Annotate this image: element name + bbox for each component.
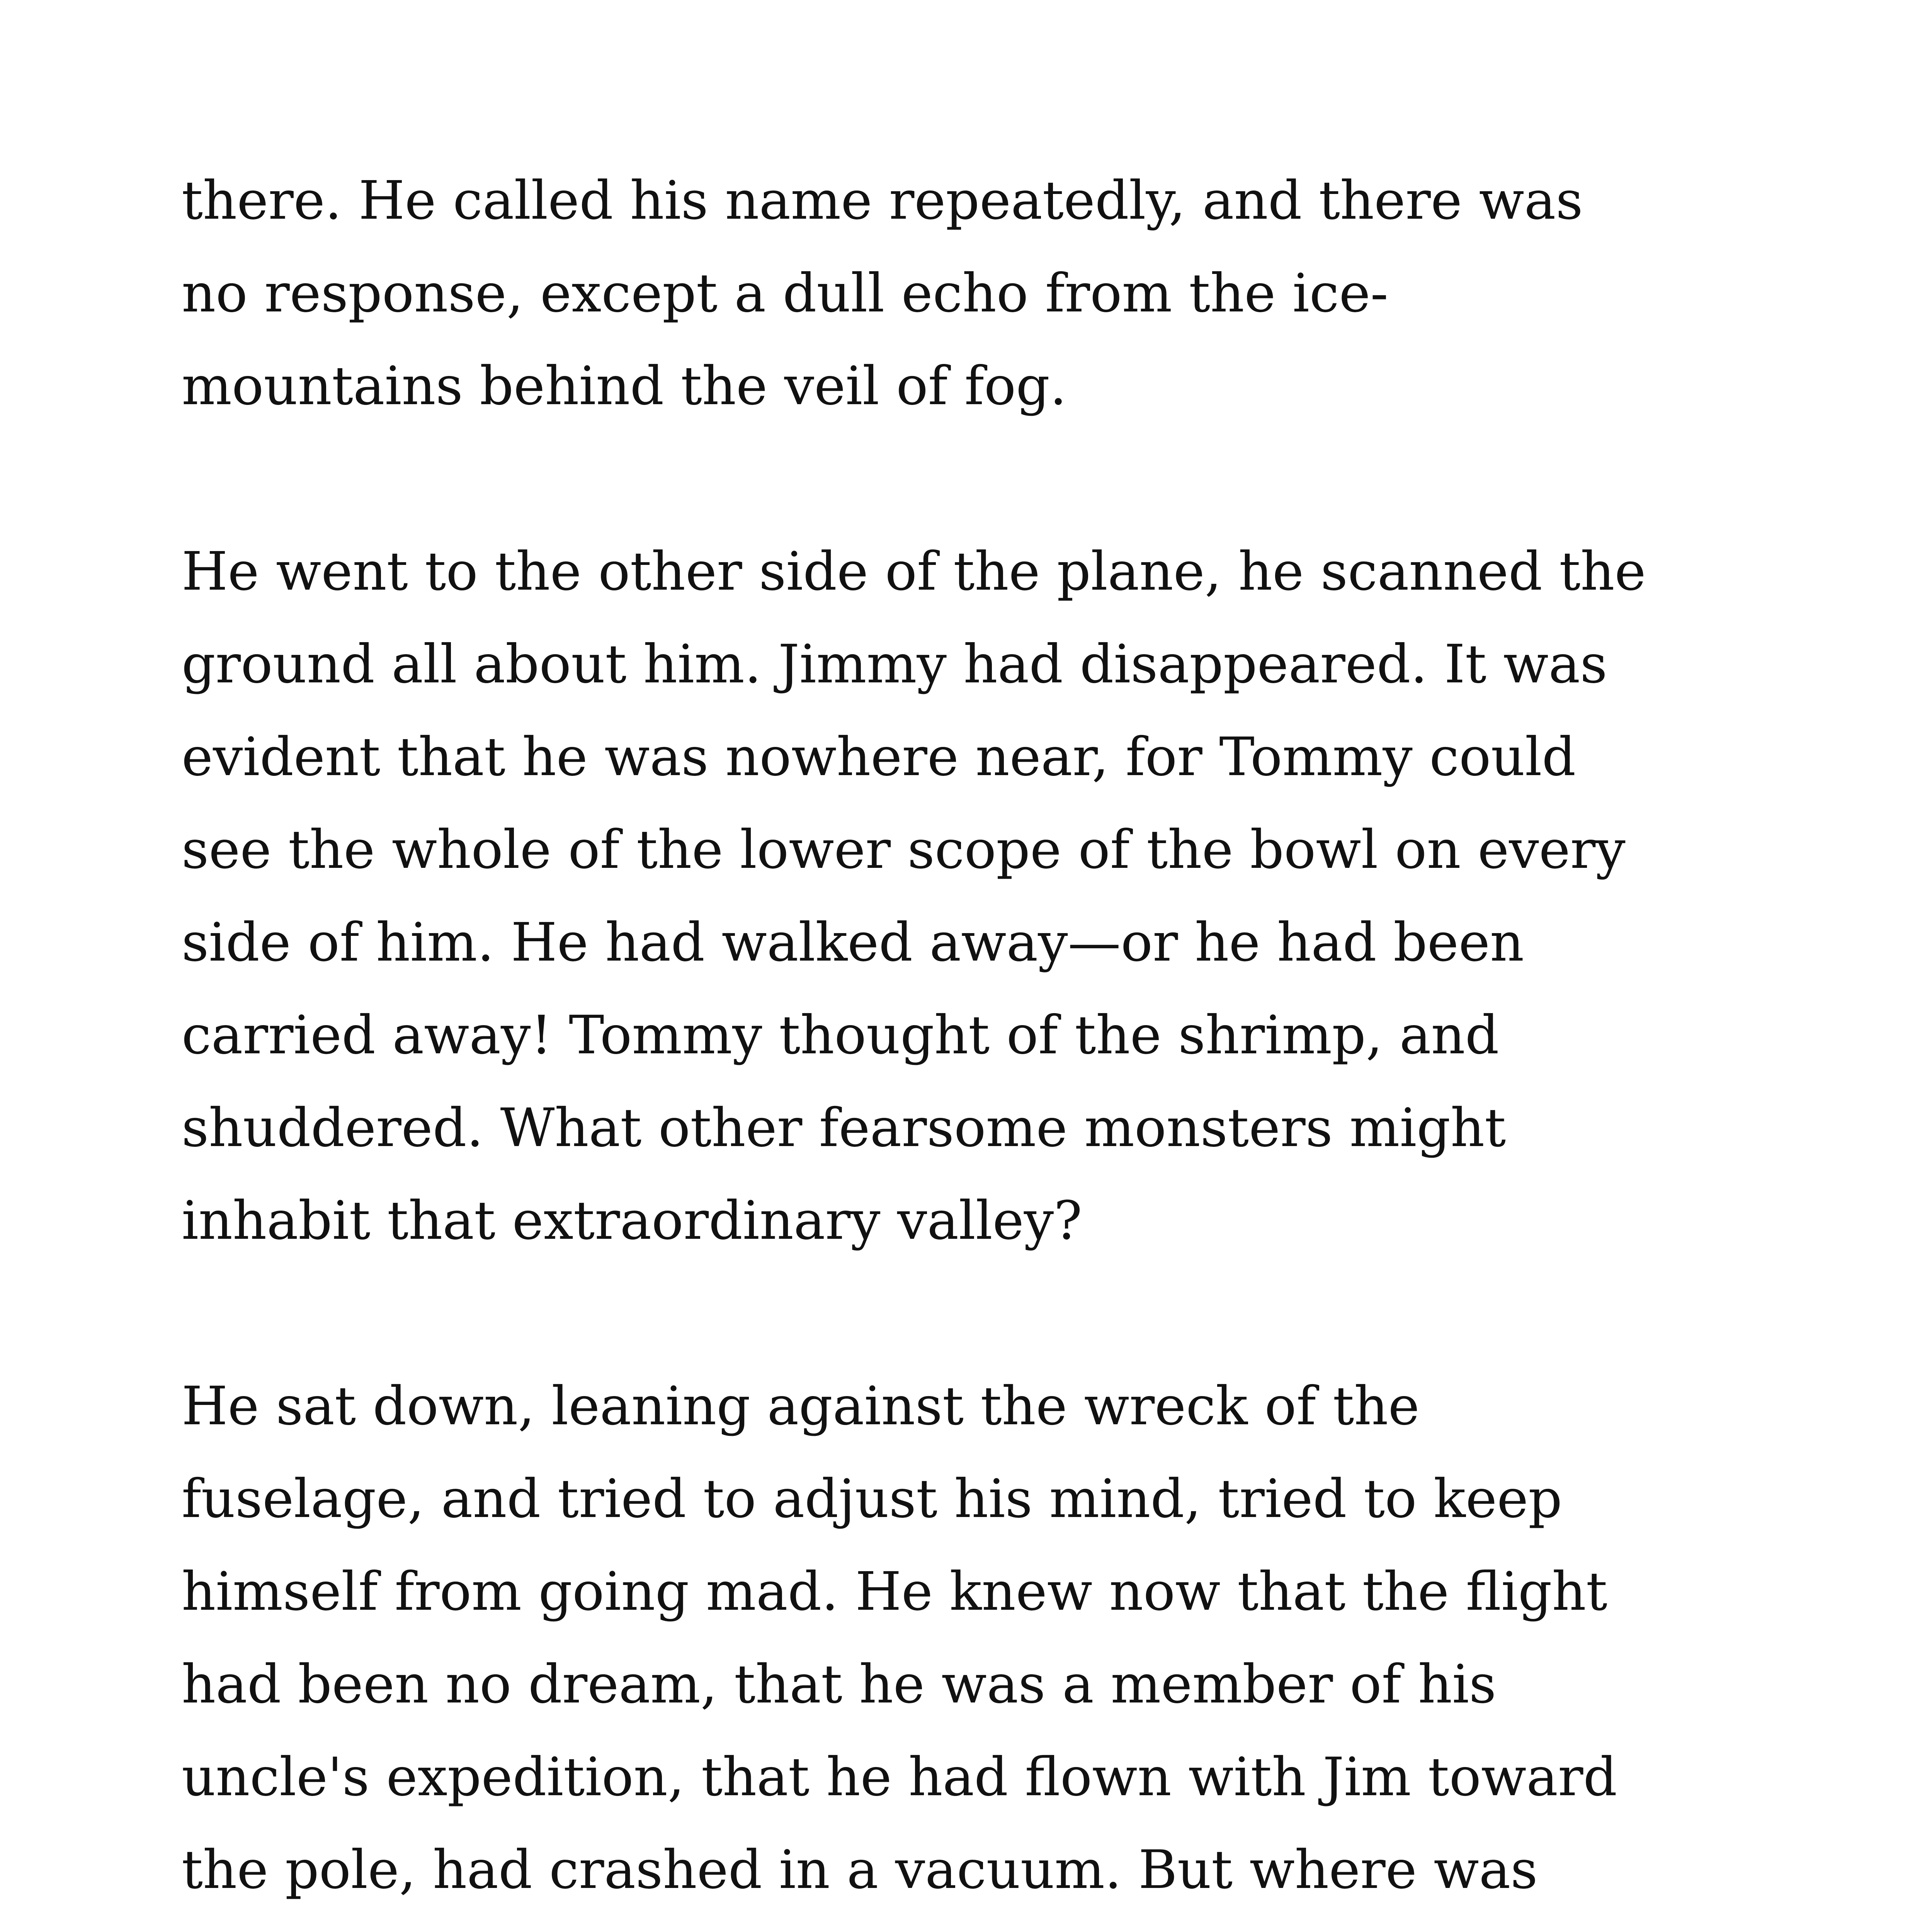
- body-text: [182, 155, 1816, 1932]
- text-line: He sat down, leaning against the wreck of the: [182, 1376, 1420, 1437]
- text-line: fuselage, and tried to adjust his mind, tried to keep: [182, 1468, 1562, 1530]
- text-line: himself from going mad. He knew now that the flight: [182, 1561, 1607, 1622]
- text-line: [182, 1917, 1816, 1932]
- text-line: He went to the other side of the plane, he scanned the: [182, 541, 1646, 602]
- text-line: mountains behind the veil of fog.: [182, 355, 1067, 417]
- text-line: had been no dream, that he was a member of his: [182, 1654, 1497, 1715]
- paragraph-gap: [182, 433, 1816, 526]
- text-line: evident that he was nowhere near, for Tommy could: [182, 726, 1576, 788]
- paragraph-3: [182, 1360, 1816, 1932]
- text-line: inhabit that extraordinary valley?: [182, 1190, 1082, 1252]
- text-line: the pole, had crashed in a vacuum. But where was: [182, 1839, 1538, 1901]
- text-line: side of him. He had walked away—or he had been: [182, 912, 1524, 973]
- text-line: carried away! Tommy thought of the shrimp, and: [182, 1005, 1499, 1066]
- paragraph-gap: [182, 1267, 1816, 1360]
- text-line: ground all about him. Jimmy had disappeared. It was: [182, 634, 1607, 695]
- paragraph-1: [182, 155, 1816, 433]
- text-line: no response, except a dull echo from the ice-: [182, 263, 1388, 324]
- text-line: there. He called his name repeatedly, and there was: [182, 170, 1583, 231]
- text-line: uncle's expedition, that he had flown with Jim toward: [182, 1747, 1617, 1808]
- text-line: shuddered. What other fearsome monsters might: [182, 1097, 1506, 1159]
- text-line: see the whole of the lower scope of the bowl on every: [182, 819, 1626, 881]
- paragraph-2: [182, 526, 1816, 1267]
